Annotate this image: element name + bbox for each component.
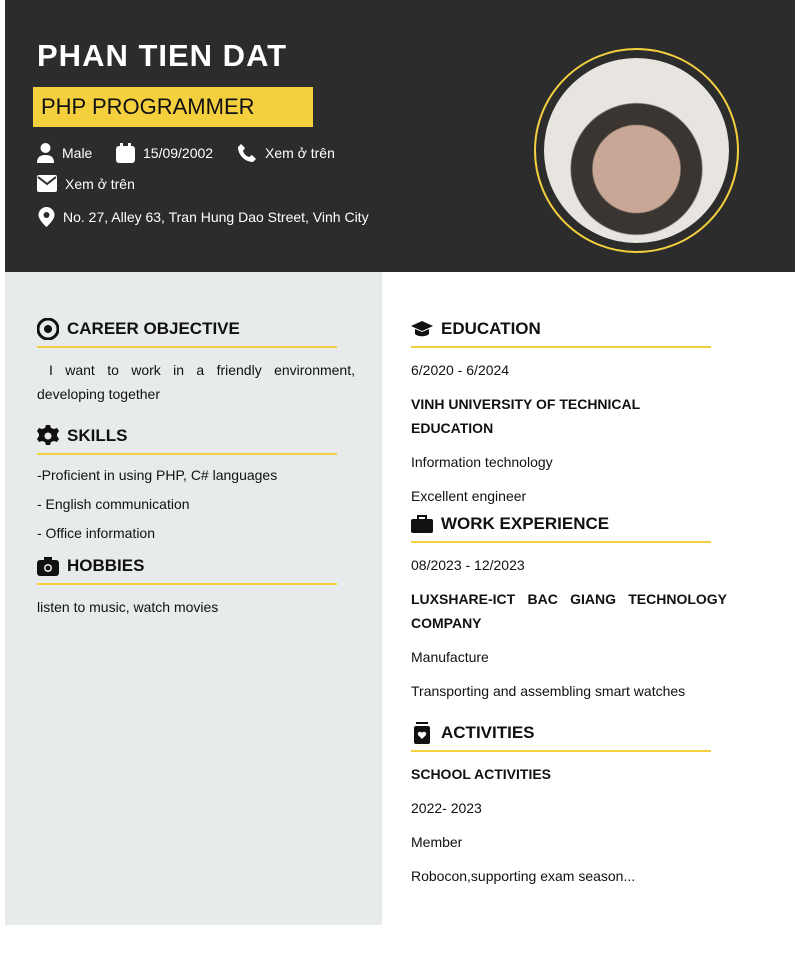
email: Xem ở trên <box>65 175 135 192</box>
phone-info <box>237 143 335 163</box>
skills-section <box>37 425 337 548</box>
jar-heart-icon <box>411 722 433 744</box>
skill-item: - Office information <box>37 525 156 541</box>
major: Information technology <box>411 454 553 470</box>
education-period: 6/2020 - 6/2024 <box>411 362 510 378</box>
activity-description: Robocon,supporting exam season... <box>411 868 636 884</box>
target-icon <box>37 318 59 340</box>
skill-item: -Proficient in using PHP, C# languages <box>37 467 278 483</box>
hobbies-section <box>37 555 337 619</box>
career-text: I want to work in a friendly environment, developing together <box>37 362 355 402</box>
school-name: VINH UNIVERSITY OF TECHNICAL EDUCATION <box>411 396 640 436</box>
hobbies-text: listen to music, watch movies <box>37 599 219 615</box>
birthday: 15/09/2002 <box>143 145 214 161</box>
education-section <box>411 318 711 518</box>
briefcase-icon <box>411 513 433 535</box>
phone-icon <box>237 143 257 163</box>
activities-section <box>411 722 711 898</box>
profile-photo <box>534 48 739 253</box>
section-title: HOBBIES <box>67 556 145 575</box>
work-description: Transporting and assembling smart watches <box>411 683 686 699</box>
activity-role: Member <box>411 834 463 850</box>
phone: Xem ở trên <box>265 145 335 161</box>
user-icon <box>37 143 54 163</box>
activity-name: SCHOOL ACTIVITIES <box>411 766 552 782</box>
work-period: 08/2023 - 12/2023 <box>411 557 525 573</box>
career-objective-section <box>37 318 355 406</box>
work-experience-section <box>411 513 727 713</box>
gender-info <box>37 143 92 163</box>
company-name: LUXSHARE-ICT BAC GIANG TECHNOLOGY COMPANY <box>411 591 727 631</box>
gender: Male <box>62 145 93 161</box>
graduation-cap-icon <box>411 318 433 340</box>
section-title: EDUCATION <box>441 319 541 338</box>
address-info <box>38 207 369 227</box>
section-title: ACTIVITIES <box>441 723 535 742</box>
section-title: SKILLS <box>67 426 128 445</box>
activity-period: 2022- 2023 <box>411 800 482 816</box>
location-pin-icon <box>38 207 55 227</box>
job-title: PHP PROGRAMMER <box>33 87 313 127</box>
address: No. 27, Alley 63, Tran Hung Dao Street, Vinh City <box>63 209 369 225</box>
camera-icon <box>37 555 59 577</box>
work-position: Manufacture <box>411 649 489 665</box>
envelope-icon <box>37 175 57 192</box>
birthday-info <box>116 143 213 163</box>
gear-icon <box>37 425 59 447</box>
email-info <box>37 175 135 192</box>
calendar-icon <box>116 143 135 163</box>
section-title: WORK EXPERIENCE <box>441 514 610 533</box>
skill-item: - English communication <box>37 496 190 512</box>
full-name: PHAN TIEN DAT <box>37 38 288 73</box>
degree: Excellent engineer <box>411 488 527 504</box>
section-title: CAREER OBJECTIVE <box>67 319 240 338</box>
cv-header <box>5 0 795 272</box>
